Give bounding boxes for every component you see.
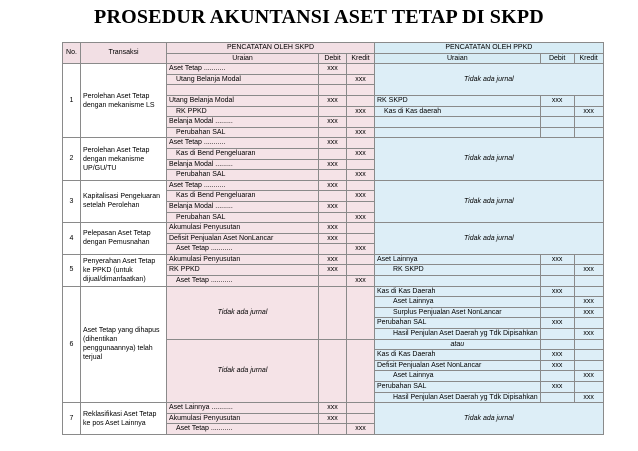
skpd-uraian: Kas di Bend Pengeluaran <box>167 148 319 159</box>
row-number: 3 <box>63 180 81 222</box>
skpd-debit: xxx <box>319 201 347 212</box>
ppkd-debit <box>540 276 574 287</box>
skpd-debit: xxx <box>319 233 347 244</box>
transaction-label: Reklasifikasi Aset Tetap ke pos Aset Lainnya <box>81 403 167 435</box>
skpd-debit <box>319 106 347 117</box>
skpd-uraian: Aset Lainnya ........... <box>167 403 319 414</box>
skpd-kredit <box>347 95 375 106</box>
table-row <box>63 64 604 75</box>
skpd-no-journal: Tidak ada jurnal <box>167 286 319 339</box>
ppkd-debit <box>540 371 574 382</box>
table-row <box>63 254 604 265</box>
ppkd-kredit: xxx <box>574 392 603 403</box>
ppkd-uraian: Kas di Kas daerah <box>375 106 541 117</box>
skpd-uraian: RK PPKD <box>167 265 319 276</box>
skpd-debit: xxx <box>319 265 347 276</box>
ppkd-debit: xxx <box>540 318 574 329</box>
skpd-debit <box>319 244 347 255</box>
skpd-debit <box>319 74 347 85</box>
skpd-kredit: xxx <box>347 148 375 159</box>
header-debit: Debit <box>540 53 574 64</box>
skpd-uraian: Belanja Modal ......... <box>167 159 319 170</box>
skpd-uraian: Perubahan SAL <box>167 212 319 223</box>
skpd-debit: xxx <box>319 117 347 128</box>
skpd-uraian: Aset Tetap ........... <box>167 244 319 255</box>
skpd-kredit <box>347 180 375 191</box>
skpd-kredit <box>347 138 375 149</box>
row-number: 5 <box>63 254 81 286</box>
skpd-uraian: RK PPKD <box>167 106 319 117</box>
ppkd-kredit <box>574 350 603 361</box>
ppkd-kredit: xxx <box>574 329 603 340</box>
ppkd-kredit <box>574 318 603 329</box>
transaction-label: Kapitalisasi Pengeluaran setelah Perolehan <box>81 180 167 222</box>
ppkd-debit: xxx <box>540 95 574 106</box>
ppkd-uraian: Perubahan SAL <box>375 318 541 329</box>
ppkd-kredit <box>574 254 603 265</box>
row-number: 7 <box>63 403 81 435</box>
ppkd-no-journal: Tidak ada jurnal <box>375 223 604 255</box>
ppkd-debit <box>540 265 574 276</box>
ppkd-debit: xxx <box>540 254 574 265</box>
skpd-kredit: xxx <box>347 276 375 287</box>
skpd-no-journal: Tidak ada jurnal <box>167 339 319 403</box>
row-number: 1 <box>63 64 81 138</box>
ppkd-debit <box>540 339 574 350</box>
skpd-kredit: xxx <box>347 424 375 435</box>
ppkd-kredit <box>574 117 603 128</box>
header-ppkd: PENCATATAN OLEH PPKD <box>375 43 604 54</box>
skpd-debit: xxx <box>319 403 347 414</box>
skpd-uraian: Utang Belanja Modal <box>167 95 319 106</box>
skpd-uraian: Aset Tetap ........... <box>167 138 319 149</box>
skpd-debit: xxx <box>319 413 347 424</box>
ppkd-uraian: Surplus Penjualan Aset NonLancar <box>375 307 541 318</box>
header-uraian: Uraian <box>375 53 541 64</box>
ppkd-uraian: Hasil Penjulan Aset Daerah yg Tdk Dipisahkan <box>375 392 541 403</box>
skpd-uraian: Kas di Bend Pengeluaran <box>167 191 319 202</box>
skpd-kredit <box>347 159 375 170</box>
skpd-kredit <box>347 64 375 75</box>
ppkd-debit: xxx <box>540 360 574 371</box>
ppkd-no-journal: Tidak ada jurnal <box>375 403 604 435</box>
ppkd-uraian: Aset Lainnya <box>375 254 541 265</box>
skpd-kredit <box>347 117 375 128</box>
skpd-debit: xxx <box>319 138 347 149</box>
table-row <box>63 223 604 234</box>
skpd-kredit: xxx <box>347 106 375 117</box>
skpd-kredit <box>347 413 375 424</box>
transaction-label: Perolehan Aset Tetap dengan mekanisme UP/GU/TU <box>81 138 167 180</box>
table-row <box>63 180 604 191</box>
page-title: PROSEDUR AKUNTANSI ASET TETAP DI SKPD <box>94 6 544 28</box>
skpd-kredit <box>347 201 375 212</box>
ppkd-debit <box>540 106 574 117</box>
ppkd-debit <box>540 307 574 318</box>
skpd-debit <box>319 85 347 96</box>
ppkd-kredit <box>574 382 603 393</box>
skpd-kredit: xxx <box>347 191 375 202</box>
header-transaksi: Transaksi <box>81 43 167 64</box>
row-number: 4 <box>63 223 81 255</box>
ppkd-debit <box>540 297 574 308</box>
ppkd-kredit <box>574 276 603 287</box>
skpd-debit: xxx <box>319 180 347 191</box>
skpd-uraian: Akumulasi Penyusutan <box>167 413 319 424</box>
ppkd-uraian: Kas di Kas Daerah <box>375 286 541 297</box>
skpd-debit <box>319 339 347 403</box>
ppkd-debit <box>540 392 574 403</box>
skpd-uraian: Aset Tetap ........... <box>167 276 319 287</box>
ppkd-uraian: Kas di Kas Daerah <box>375 350 541 361</box>
skpd-uraian: Akumulasi Penyusutan <box>167 223 319 234</box>
header-skpd: PENCATATAN OLEH SKPD <box>167 43 375 54</box>
skpd-kredit: xxx <box>347 74 375 85</box>
skpd-kredit <box>347 85 375 96</box>
ppkd-debit <box>540 117 574 128</box>
skpd-debit: xxx <box>319 64 347 75</box>
ppkd-kredit <box>574 360 603 371</box>
skpd-debit <box>319 191 347 202</box>
atau-label: atau <box>375 339 541 350</box>
skpd-uraian <box>167 85 319 96</box>
skpd-uraian: Aset Tetap ........... <box>167 180 319 191</box>
skpd-uraian: Belanja Modal ......... <box>167 201 319 212</box>
ppkd-uraian: Defisit Penjualan Aset NonLancar <box>375 360 541 371</box>
skpd-debit: xxx <box>319 254 347 265</box>
ppkd-uraian: Aset Lainnya <box>375 297 541 308</box>
header-kredit: Kredit <box>574 53 603 64</box>
skpd-kredit <box>347 233 375 244</box>
row-number: 2 <box>63 138 81 180</box>
skpd-kredit <box>347 403 375 414</box>
skpd-uraian: Defisit Penjualan Aset NonLancar <box>167 233 319 244</box>
header-uraian: Uraian <box>167 53 319 64</box>
header-no: No. <box>63 43 81 64</box>
ppkd-kredit: xxx <box>574 307 603 318</box>
table-row <box>63 138 604 149</box>
journal-table <box>62 42 604 435</box>
skpd-kredit <box>347 265 375 276</box>
skpd-uraian: Aset Tetap ........... <box>167 64 319 75</box>
skpd-uraian: Perubahan SAL <box>167 170 319 181</box>
skpd-uraian: Utang Belanja Modal <box>167 74 319 85</box>
ppkd-kredit: xxx <box>574 297 603 308</box>
table-row <box>63 403 604 414</box>
skpd-debit <box>319 127 347 138</box>
skpd-debit <box>319 276 347 287</box>
ppkd-uraian: RK SKPD <box>375 95 541 106</box>
ppkd-kredit <box>574 286 603 297</box>
skpd-uraian: Akumulasi Penyusutan <box>167 254 319 265</box>
transaction-label: Aset Tetap yang dihapus (dihentikan penggunaannya) telah terjual <box>81 286 167 403</box>
row-number: 6 <box>63 286 81 403</box>
skpd-kredit: xxx <box>347 170 375 181</box>
ppkd-uraian: RK SKPD <box>375 265 541 276</box>
skpd-debit <box>319 148 347 159</box>
skpd-uraian: Perubahan SAL <box>167 127 319 138</box>
ppkd-no-journal: Tidak ada jurnal <box>375 180 604 222</box>
skpd-debit <box>319 212 347 223</box>
ppkd-debit: xxx <box>540 382 574 393</box>
header-kredit: Kredit <box>347 53 375 64</box>
skpd-uraian: Aset Tetap ........... <box>167 424 319 435</box>
skpd-debit: xxx <box>319 159 347 170</box>
ppkd-uraian: Perubahan SAL <box>375 382 541 393</box>
ppkd-debit <box>540 127 574 138</box>
ppkd-kredit <box>574 95 603 106</box>
skpd-debit <box>319 424 347 435</box>
ppkd-debit: xxx <box>540 350 574 361</box>
skpd-kredit <box>347 339 375 403</box>
ppkd-uraian: Aset Lainnya <box>375 371 541 382</box>
header-debit: Debit <box>319 53 347 64</box>
transaction-label: Penyerahan Aset Tetap ke PPKD (untuk dijual/dimanfaatkan) <box>81 254 167 286</box>
skpd-debit: xxx <box>319 95 347 106</box>
ppkd-uraian <box>375 117 541 128</box>
ppkd-no-journal: Tidak ada jurnal <box>375 64 604 96</box>
skpd-kredit: xxx <box>347 212 375 223</box>
ppkd-no-journal: Tidak ada jurnal <box>375 138 604 180</box>
ppkd-debit: xxx <box>540 286 574 297</box>
skpd-uraian: Belanja Modal ......... <box>167 117 319 128</box>
ppkd-kredit: xxx <box>574 106 603 117</box>
skpd-kredit <box>347 254 375 265</box>
skpd-kredit: xxx <box>347 127 375 138</box>
ppkd-uraian <box>375 276 541 287</box>
ppkd-kredit: xxx <box>574 265 603 276</box>
ppkd-debit <box>540 329 574 340</box>
ppkd-kredit: xxx <box>574 371 603 382</box>
skpd-debit <box>319 286 347 339</box>
skpd-debit <box>319 170 347 181</box>
ppkd-uraian: Hasil Penjulan Aset Daerah yg Tdk Dipisahkan <box>375 329 541 340</box>
ppkd-kredit <box>574 127 603 138</box>
table-row <box>63 286 604 297</box>
skpd-kredit: xxx <box>347 244 375 255</box>
skpd-debit: xxx <box>319 223 347 234</box>
skpd-kredit <box>347 286 375 339</box>
transaction-label: Perolehan Aset Tetap dengan mekanisme LS <box>81 64 167 138</box>
skpd-kredit <box>347 223 375 234</box>
transaction-label: Pelepasan Aset Tetap dengan Pemusnahan <box>81 223 167 255</box>
ppkd-kredit <box>574 339 603 350</box>
ppkd-uraian <box>375 127 541 138</box>
